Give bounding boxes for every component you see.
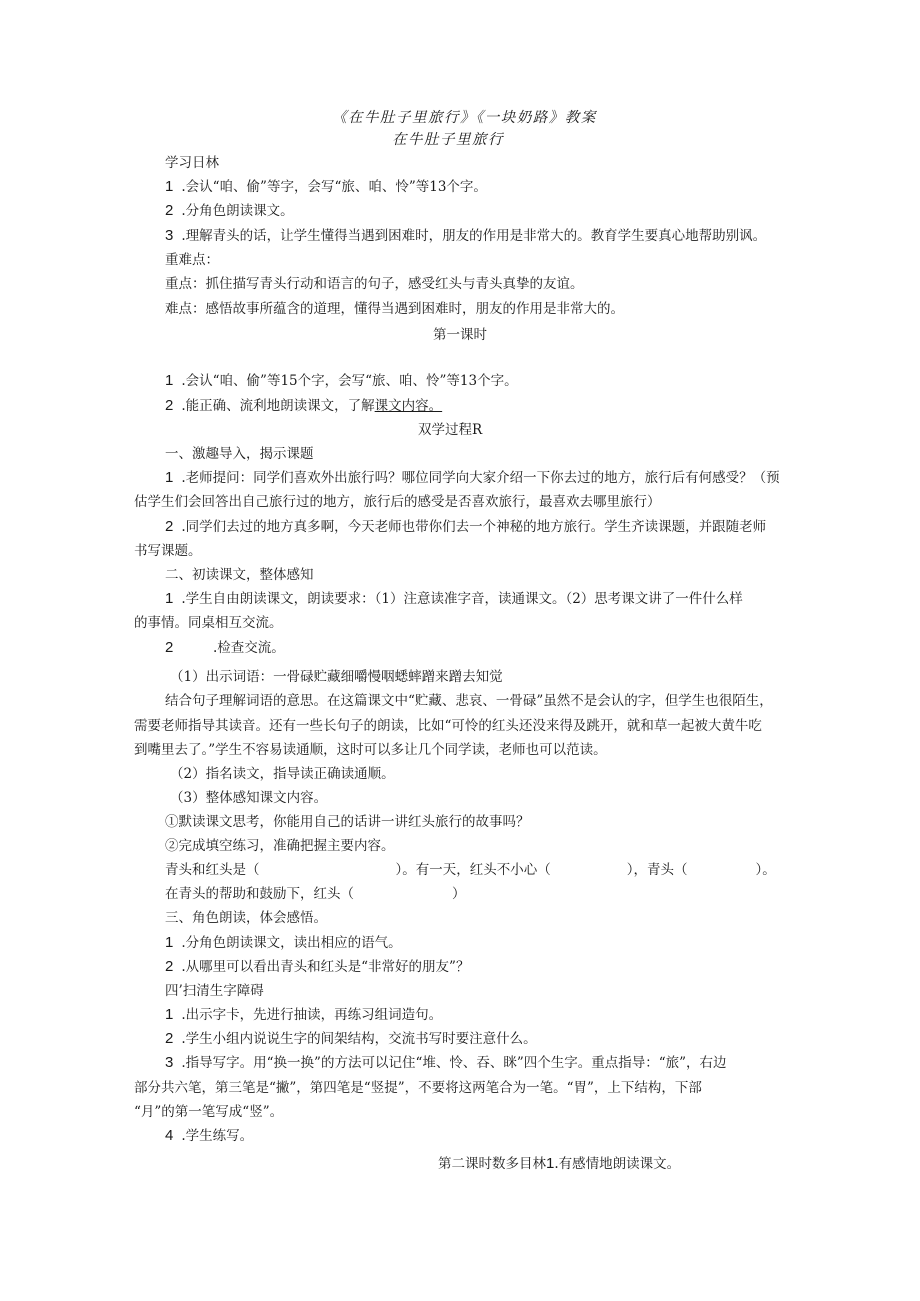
paragraph-line: 2 .检查交流。 — [165, 639, 285, 656]
paragraph-line: 结合句子理解词语的意思。在这篇课文中“贮藏、悲哀、一骨碌”虽然不是会认的字，但学生也很陌生， — [165, 693, 773, 709]
paragraph-line: 到嘴里去了。”学生不容易读通顺，这时可以多让几个同学读，老师也可以范读。 — [134, 742, 607, 758]
goal-item: 1 .会认“咱、偷”等字，会写“旅、咱、怜”等13个字。 — [165, 178, 487, 195]
key-focus: 重点：抓住描写青头行动和语言的句子，感受红头与青头真挚的友谊。 — [165, 276, 584, 292]
paragraph-line: ①默读课文思考，你能用自己的话讲一讲红头旅行的故事吗？ — [165, 814, 530, 830]
paragraph-line: （2）指名读文，指导读正确读通顺。 — [170, 766, 395, 782]
paragraph-line: “月”的第一笔写成“竖”。 — [134, 1104, 284, 1120]
goal-item: 2 .分角色朗读课文。 — [165, 202, 294, 219]
lesson2-heading: 第二课时数多目林1.有感情地朗读课文。 — [438, 1155, 681, 1172]
goal-item: 3 .理解青头的话，让学生懂得当遇到困难时，朋友的作用是非常大的。教育学生要真心地帮助别讽。 — [165, 227, 767, 244]
lesson1-heading: 第一课时 — [433, 327, 487, 343]
section-heading: 四’扫清生字障碍 — [165, 983, 264, 999]
paragraph-line: 1 .分角色朗读课文，读出相应的语气。 — [165, 934, 402, 951]
paragraph-line: 1 .出示字卡，先进行抽读，再练习组词造句。 — [165, 1006, 443, 1023]
paragraph-line: 部分共六笔，第三笔是“撇”，第四笔是“竖提”，不要将这两笔合为一笔。“胃”，上下结构，下部 — [134, 1080, 702, 1096]
section-heading: 一、激趣导入，揭示课题 — [165, 446, 314, 462]
paragraph-line: 的事情。同桌相互交流。 — [134, 615, 283, 631]
lesson1-item: 2 .能正确、流利地朗读课文，了解课文内容。 — [165, 397, 443, 414]
paragraph-line: 需要老师指导其读音。还有一些长句子的朗读，比如“可怜的红头还没来得及跳开，就和草一起被大黄牛吃 — [134, 718, 762, 734]
fill-in-line: 在青头的帮助和鼓励下，红头（ ） — [165, 886, 466, 902]
paragraph-line: （1）出示词语：一骨碌贮藏细嚼慢咽蟋蟀蹭来蹭去知觉 — [170, 669, 503, 685]
lesson1-item: 1 .会认“咱、偷”等15个字，会写“旅、咱、怜”等13个字。 — [165, 372, 518, 389]
paragraph-line: 1 .学生自由朗读课文，朗读要求：（1）注意读准字音，读通课文。（2）思考课文讲了一件什么样 — [165, 590, 743, 607]
key-difficulty: 难点：感悟故事所蕴含的道理，懂得当遇到困难时，朋友的作用是非常大的。 — [165, 301, 624, 317]
paragraph-line: 2 .同学们去过的地方真多啊，今天老师也带你们去一个神秘的地方旅行。学生齐读课题，并跟随老师 — [165, 518, 767, 535]
paragraph-line: 估学生们会回答出自己旅行过的地方，旅行后的感受是否喜欢旅行，最喜欢去哪里旅行） — [134, 494, 661, 510]
fill-in-line: 青头和红头是（ ）。有一天，红头不小心（ ），青头（ ）。 — [165, 862, 776, 878]
page-subtitle: 在牛肚子里旅行 — [392, 132, 504, 148]
paragraph-line: 2 .从哪里可以看出青头和红头是“非常好的朋友”？ — [165, 958, 470, 975]
page-title: 《在牛肚子里旅行》《一块奶路》教案 — [332, 110, 597, 126]
section-heading: 二、初读课文，整体感知 — [165, 567, 314, 583]
section-heading: 三、角色朗读，体会感悟。 — [165, 910, 327, 926]
key-heading: 重难点： — [165, 252, 219, 268]
paragraph-line: ②完成填空练习，准确把握主要内容。 — [165, 838, 395, 854]
process-heading: 双学过程R — [418, 422, 483, 438]
goals-heading: 学习日林 — [165, 155, 219, 171]
paragraph-line: （3）整体感知课文内容。 — [170, 790, 328, 806]
paragraph-line: 4 .学生练写。 — [165, 1127, 254, 1144]
paragraph-line: 1 .老师提问：同学们喜欢外出旅行吗？哪位同学向大家介绍一下你去过的地方，旅行后有何感受？（预 — [165, 469, 780, 486]
paragraph-line: 书写课题。 — [134, 543, 202, 559]
paragraph-line: 2 .学生小组内说说生字的间架结构，交流书写时要注意什么。 — [165, 1030, 537, 1047]
paragraph-line: 3 .指导写字。用“换一换”的方法可以记住“堆、怜、吞、眯”四个生字。重点指导：“旅”，右边 — [165, 1054, 727, 1071]
